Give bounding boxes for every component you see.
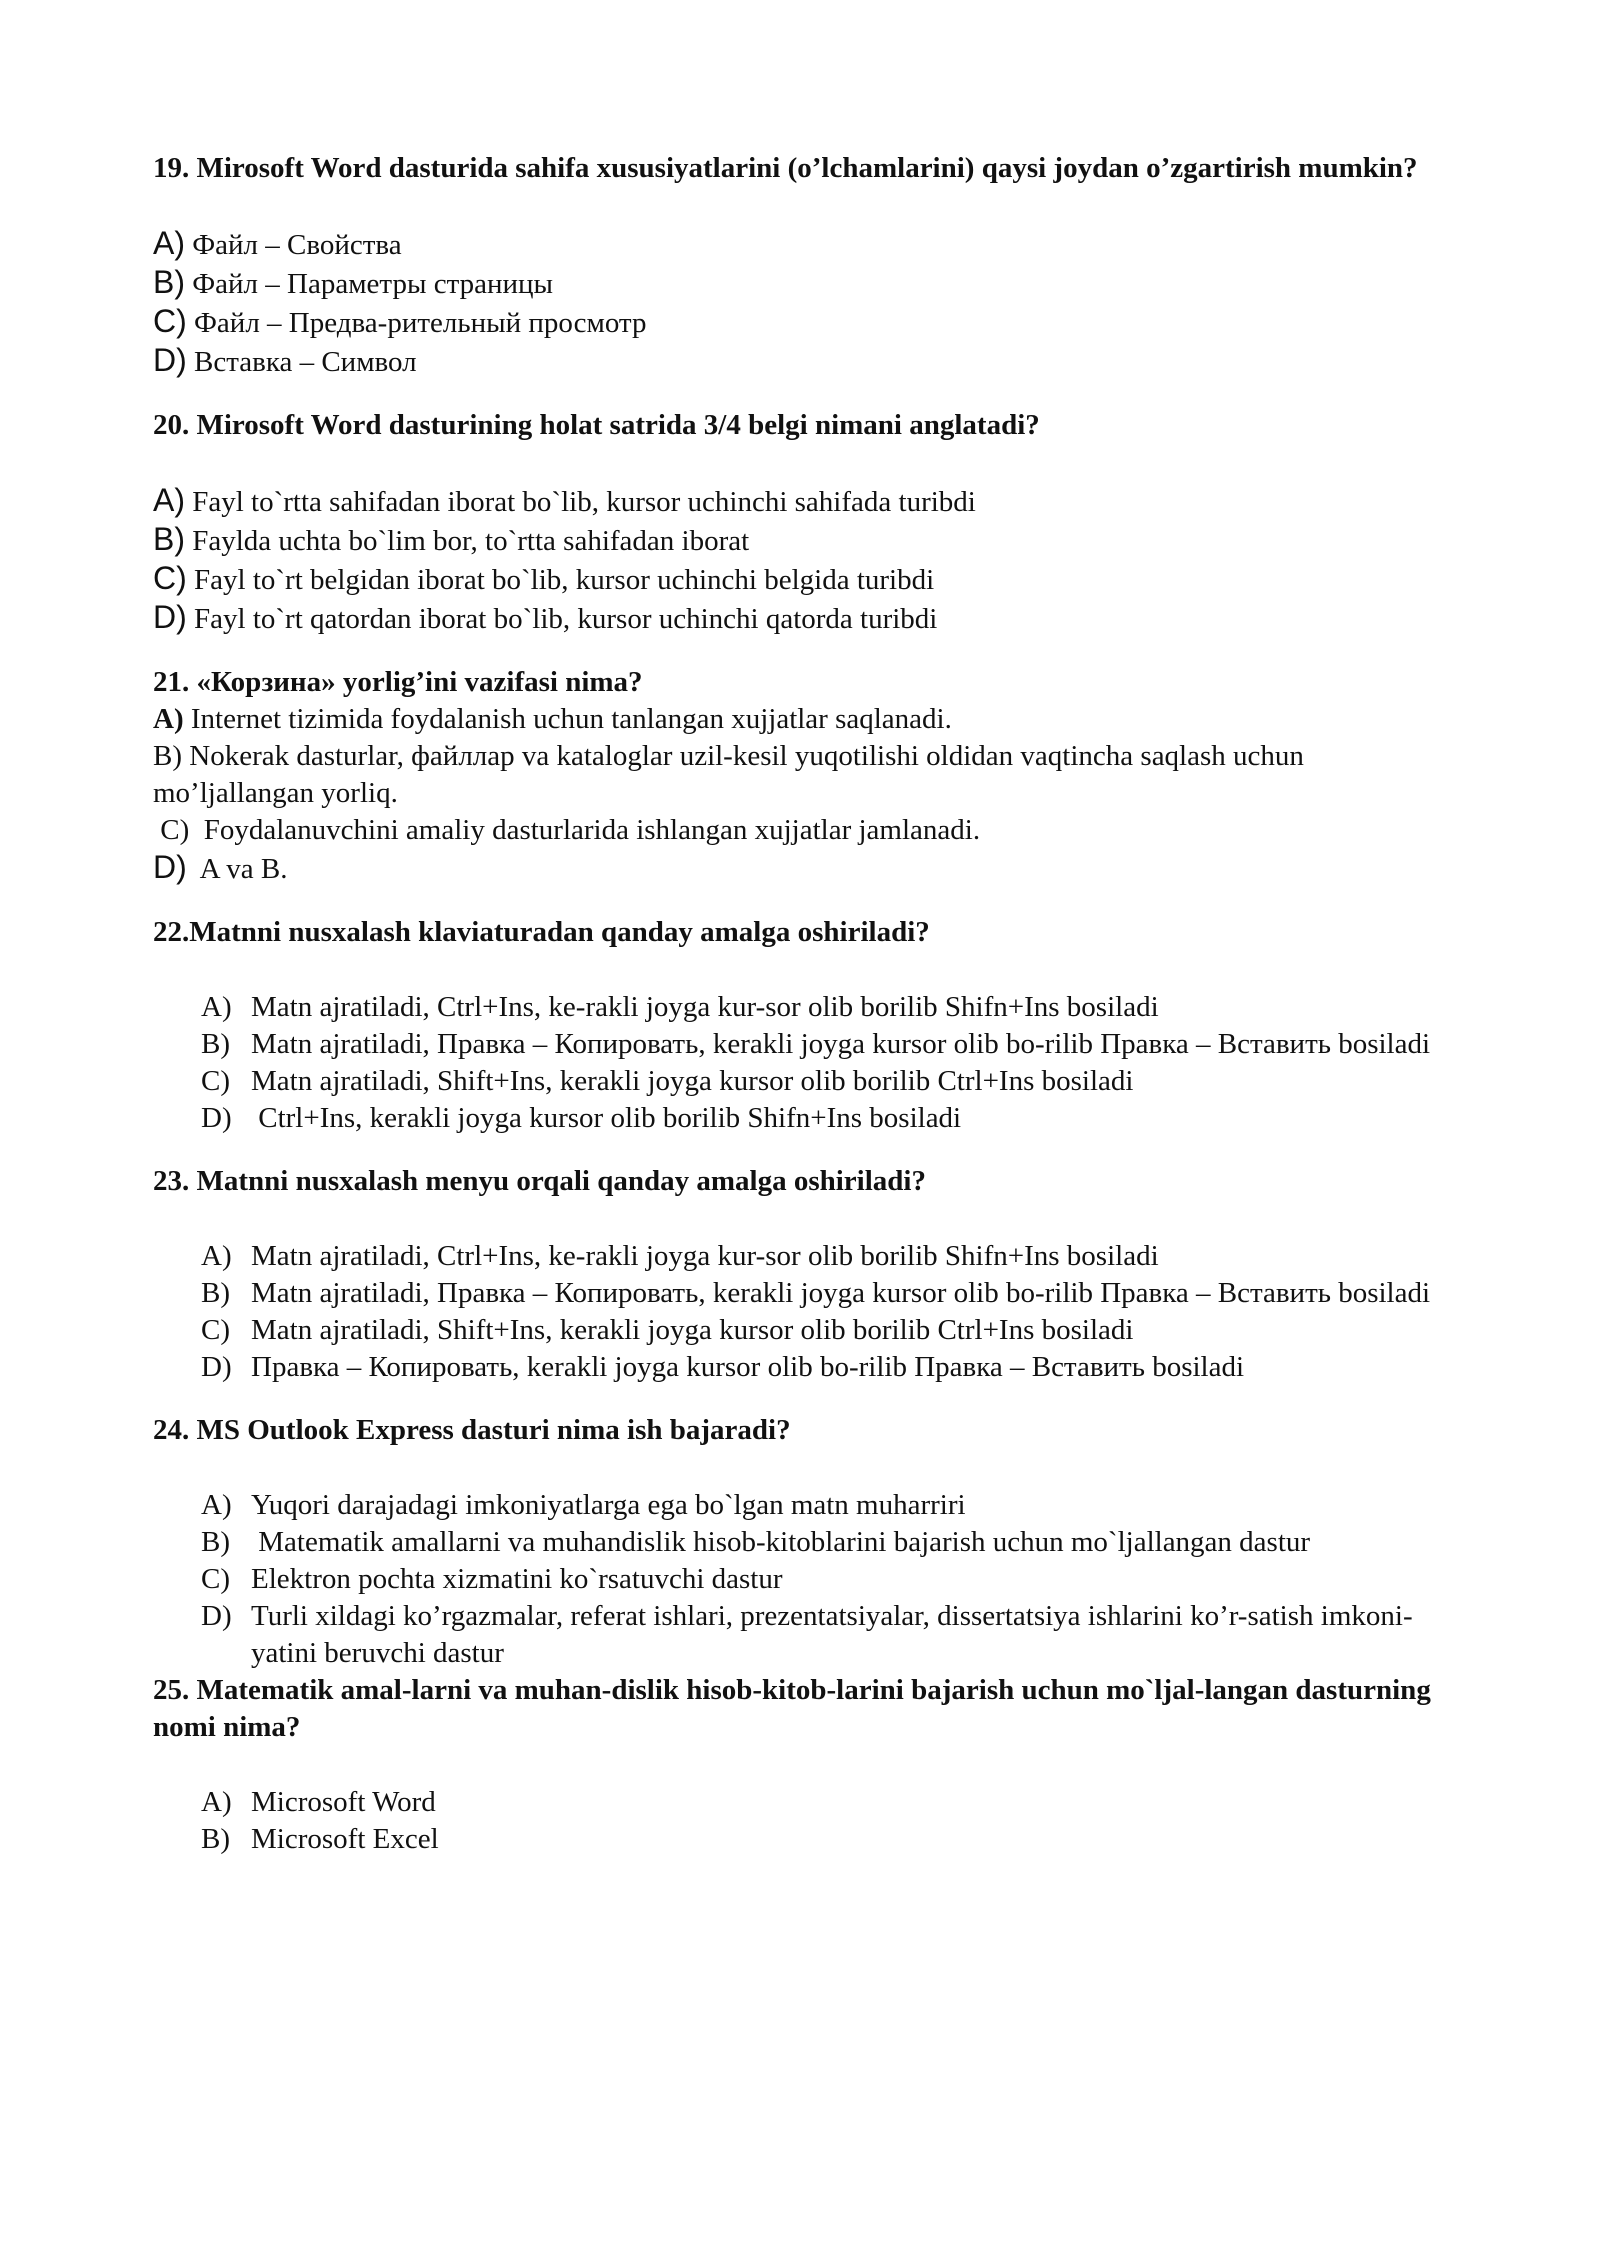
question-19-option-d: D) Вставка – Символ — [153, 342, 417, 378]
question-19-title: 19. Mirosoft Word dasturida sahifa xususiyatlarini (o’lchamlarini) qaysi joydan o’zgartirish mumkin? — [153, 152, 1418, 184]
question-24-option-d: D) Turli xildagi ko’rgazmalar, referat ishlari, prezentatsiyalar, dissertatsiya ishlarini ko’r-satish imkoni-yatini beruvchi dastur — [201, 1600, 1413, 1669]
question-21-option-a: A) Internet tizimida foydalanish uchun tanlangan xujjatlar saqlanadi. — [153, 703, 952, 735]
question-24-title: 24. MS Outlook Express dasturi nima ish bajaradi? — [153, 1414, 791, 1446]
question-21-option-b: B) Nokerak dasturlar, файллар va kataloglar uzil-kesil yuqotilishi oldidan vaqtincha saqlash uchun mo’ljallangan yorliq. — [153, 740, 1304, 809]
question-19-option-b: B) Файл – Параметры страницы — [153, 264, 554, 300]
question-20-option-b: B) Faylda uchta bo`lim bor, to`rtta sahifadan iborat — [153, 521, 750, 557]
question-23-option-c: C) Matn ajratiladi, Shift+Ins, kerakli joyga kursor olib borilib Ctrl+Ins bosiladi — [201, 1314, 1134, 1346]
question-24-option-c: C) Elektron pochta xizmatini ko`rsatuvchi dastur — [201, 1563, 783, 1595]
question-25-title: 25. Matematik amal-larni va muhan-dislik hisob-kitob-larini bajarish uchun mo`ljal-langan dasturning nomi nima? — [153, 1674, 1431, 1743]
question-21-option-d: D) A va B. — [153, 849, 288, 885]
question-21-title: 21. «Корзина» yorlig’ini vazifasi nima? — [153, 666, 643, 698]
question-22-title: 22.Matnni nusxalash klaviaturadan qanday amalga oshiriladi? — [153, 916, 930, 948]
question-24-option-b: B) Matematik amallarni va muhandislik hisob-kitoblarini bajarish uchun mo`ljallangan dastur — [201, 1526, 1311, 1558]
question-23-title: 23. Matnni nusxalash menyu orqali qanday amalga oshiriladi? — [153, 1165, 926, 1197]
question-23-option-d: D) Правка – Копировать, kerakli joyga kursor olib bo-rilib Правка – Вставить bosiladi — [201, 1351, 1245, 1383]
question-22-option-b: B) Matn ajratiladi, Правка – Копировать, kerakli joyga kursor olib bo-rilib Правка – Вставить bosiladi — [201, 1028, 1431, 1060]
question-20-title: 20. Mirosoft Word dasturining holat satrida 3/4 belgi nimani anglatadi? — [153, 409, 1040, 441]
question-22-option-d: D) Ctrl+Ins, kerakli joyga kursor olib borilib Shifn+Ins bosiladi — [201, 1102, 962, 1134]
question-22-option-c: C) Matn ajratiladi, Shift+Ins, kerakli joyga kursor olib borilib Ctrl+Ins bosiladi — [201, 1065, 1134, 1097]
question-23-option-b: B) Matn ajratiladi, Правка – Копировать, kerakli joyga kursor olib bo-rilib Правка – Вставить bosiladi — [201, 1277, 1431, 1309]
question-20-option-c: C) Fayl to`rt belgidan iborat bo`lib, kursor uchinchi belgida turibdi — [153, 560, 935, 596]
question-21-option-c: C) Foydalanuvchini amaliy dasturlarida ishlangan xujjatlar jamlanadi. — [153, 814, 981, 846]
question-22-option-a: A) Matn ajratiladi, Ctrl+Ins, ke-rakli joyga kur-sor olib borilib Shifn+Ins bosiladi — [201, 991, 1159, 1023]
question-23-option-a: A) Matn ajratiladi, Ctrl+Ins, ke-rakli joyga kur-sor olib borilib Shifn+Ins bosiladi — [201, 1240, 1159, 1272]
question-25-option-a: A) Microsoft Word — [201, 1786, 436, 1818]
question-25-option-b: B) Microsoft Excel — [201, 1823, 439, 1855]
question-24-option-a: A) Yuqori darajadagi imkoniyatlarga ega bo`lgan matn muharriri — [201, 1489, 966, 1521]
question-19-option-a: A) Файл – Свойства — [153, 225, 402, 261]
document-page — [153, 150, 1453, 1858]
question-20-option-a: A) Fayl to`rtta sahifadan iborat bo`lib, kursor uchinchi sahifada turibdi — [153, 482, 976, 518]
question-20-option-d: D) Fayl to`rt qatordan iborat bo`lib, kursor uchinchi qatorda turibdi — [153, 599, 938, 635]
question-19-option-c: C) Файл – Предва-рительный просмотр — [153, 303, 647, 339]
